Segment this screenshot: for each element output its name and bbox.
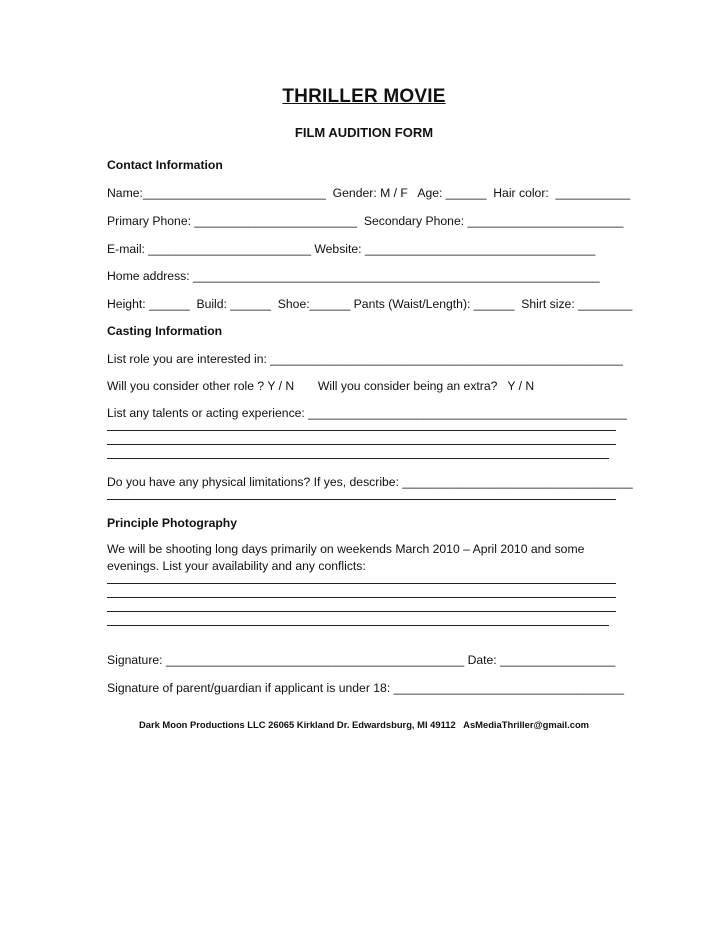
email-website-line[interactable]: E-mail: ________________________ Website: __________________________________ — [107, 242, 596, 256]
talents-blank-line-1[interactable] — [107, 430, 616, 431]
photography-heading: Principle Photography — [107, 516, 238, 530]
availability-blank-line-3[interactable] — [107, 611, 616, 612]
other-role-extra-line[interactable]: Will you consider other role ? Y / N Will you consider being an extra? Y / N — [107, 379, 535, 393]
limitations-blank-line[interactable] — [107, 499, 616, 500]
availability-paragraph: We will be shooting long days primarily on weekends March 2010 – April 2010 and some evenings. List your availability and any conflicts: — [107, 542, 585, 573]
availability-blank-line-2[interactable] — [107, 597, 616, 598]
contact-heading: Contact Information — [107, 158, 223, 172]
phone-line[interactable]: Primary Phone: ________________________ Secondary Phone: _______________________ — [107, 214, 624, 228]
talents-blank-line-3[interactable] — [107, 458, 609, 459]
physical-limitations-line[interactable]: Do you have any physical limitations? If yes, describe: __________________________________ — [107, 475, 633, 489]
name-gender-age-hair-line[interactable]: Name:___________________________ Gender: M / F Age: ______ Hair color: ___________ — [107, 186, 631, 200]
parent-signature-line[interactable]: Signature of parent/guardian if applicant is under 18: __________________________________ — [107, 681, 625, 695]
talents-blank-line-2[interactable] — [107, 444, 616, 445]
form-title: THRILLER MOVIE — [282, 86, 446, 107]
signature-date-line[interactable]: Signature: ____________________________________________ Date: _________________ — [107, 653, 616, 667]
availability-blank-line-4[interactable] — [107, 625, 609, 626]
talents-line[interactable]: List any talents or acting experience: _______________________________________________ — [107, 406, 627, 420]
role-interest-line[interactable]: List role you are interested in: ____________________________________________________ — [107, 352, 623, 366]
measurements-line[interactable]: Height: ______ Build: ______ Shoe:______ Pants (Waist/Length): ______ Shirt size: ________ — [107, 297, 633, 311]
form-subtitle: FILM AUDITION FORM — [294, 125, 434, 140]
availability-blank-line-1[interactable] — [107, 583, 616, 584]
home-address-line[interactable]: Home address: ____________________________________________________________ — [107, 269, 600, 283]
casting-heading: Casting Information — [107, 324, 223, 338]
footer-contact: Dark Moon Productions LLC 26065 Kirkland Dr. Edwardsburg, MI 49112 AsMediaThriller@gmail.com — [138, 719, 590, 730]
